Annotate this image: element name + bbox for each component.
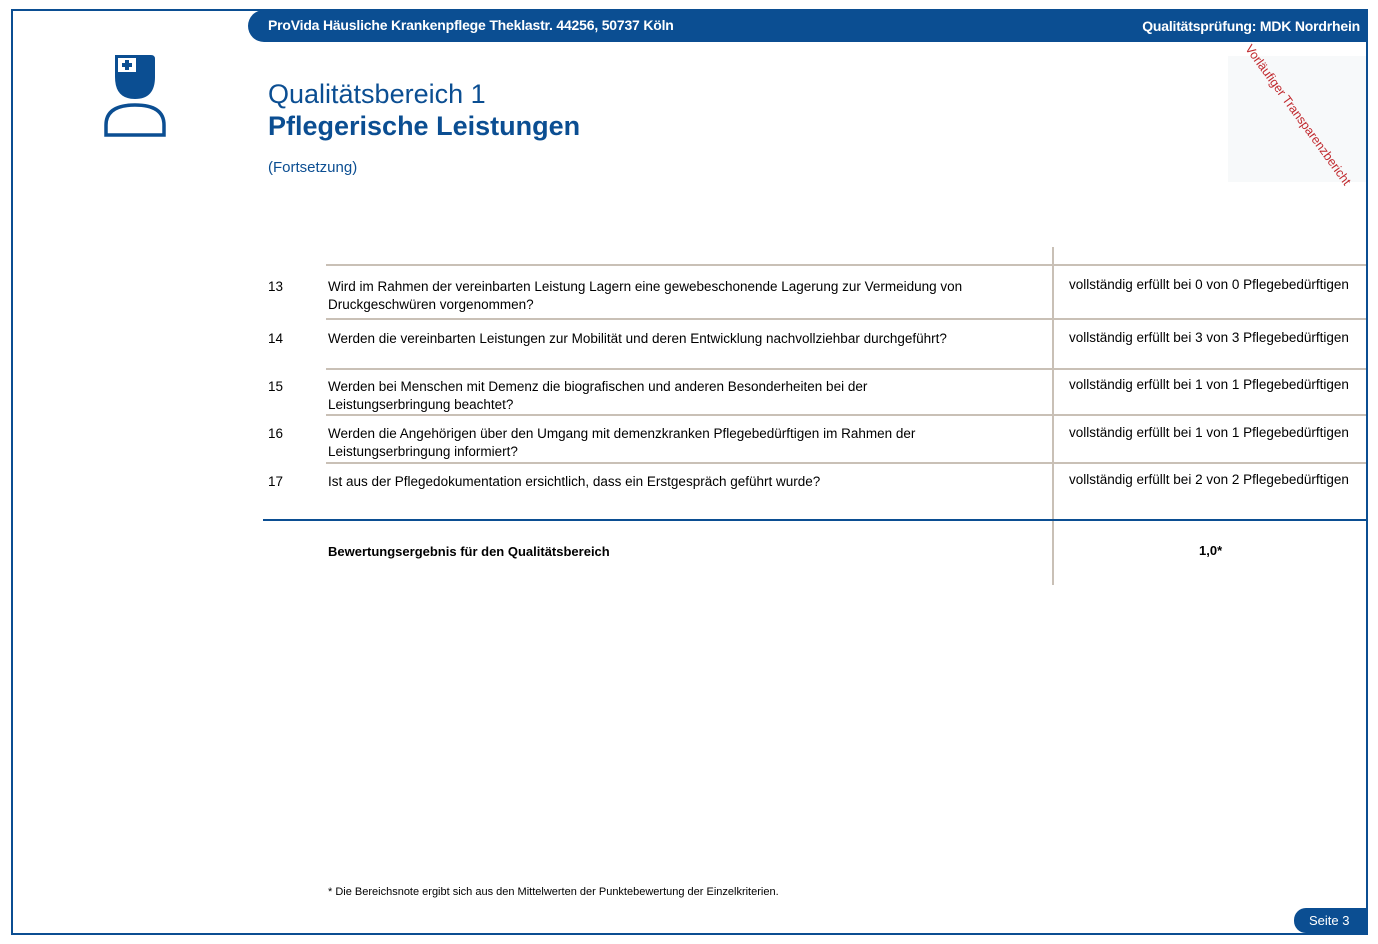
criterion-question: Werden die vereinbarten Leistungen zur Mobilität und deren Entwicklung nachvollziehbar durchgeführt?	[328, 331, 947, 346]
header-bar	[248, 10, 1366, 42]
provisional-stamp: Vorläufiger Transparenzbericht	[1242, 42, 1354, 188]
criterion-number: 17	[268, 474, 284, 489]
header-audit-label: Qualitätsprüfung: MDK Nordrhein	[1142, 18, 1360, 34]
criterion-result: vollständig erfüllt bei 3 von 3 Pflegebedürftigen	[1069, 330, 1349, 345]
criterion-number: 15	[268, 379, 284, 394]
criterion-result: vollständig erfüllt bei 0 von 0 Pflegebedürftigen	[1069, 277, 1349, 292]
row-rule	[326, 414, 1366, 416]
footnote: * Die Bereichsnote ergibt sich aus den Mittelwerten der Punktebewertung der Einzelkriterien.	[328, 886, 779, 898]
header-address: Theklastr. 44256, 50737 Köln	[489, 17, 674, 33]
criterion-result: vollständig erfüllt bei 1 von 1 Pflegebedürftigen	[1069, 425, 1349, 440]
nurse-icon	[102, 53, 168, 139]
criterion-question: Wird im Rahmen der vereinbarten Leistung Lagern eine gewebeschonende Lagerung zur Vermeidung von Druckgeschwüren vorgenommen?	[328, 279, 963, 312]
row-rule	[326, 264, 1366, 266]
criterion-number: 16	[268, 426, 284, 441]
continuation-label: (Fortsetzung)	[268, 159, 358, 176]
criterion-number: 13	[268, 279, 284, 294]
section-title	[268, 78, 580, 142]
summary-score: 1,0*	[1199, 543, 1223, 558]
page-number-badge: Seite 3	[1294, 908, 1366, 933]
section-name-title: Pflegerische Leistungen	[268, 111, 581, 141]
criterion-number: 14	[268, 331, 284, 346]
header-org-name: ProVida Häusliche Krankenpflege	[268, 17, 486, 33]
header-org	[268, 17, 674, 33]
section-number-title: Qualitätsbereich 1	[268, 79, 486, 109]
criterion-question: Werden die Angehörigen über den Umgang mit demenzkranken Pflegebedürftigen im Rahmen der Leistungserbringung informiert?	[328, 426, 916, 459]
criterion-question: Ist aus der Pflegedokumentation ersichtlich, dass ein Erstgespräch geführt wurde?	[328, 474, 821, 489]
criterion-question: Werden bei Menschen mit Demenz die biografischen und anderen Besonderheiten bei der Leistungserbringung beachtet?	[328, 379, 868, 412]
table-bottom-rule	[263, 519, 1366, 521]
row-rule	[326, 462, 1366, 464]
row-rule	[326, 318, 1366, 320]
column-divider	[1052, 247, 1054, 585]
summary-label: Bewertungsergebnis für den Qualitätsbereich	[328, 544, 610, 559]
criterion-result: vollständig erfüllt bei 1 von 1 Pflegebedürftigen	[1069, 377, 1349, 392]
criterion-result: vollständig erfüllt bei 2 von 2 Pflegebedürftigen	[1069, 472, 1349, 487]
row-rule	[326, 368, 1366, 370]
